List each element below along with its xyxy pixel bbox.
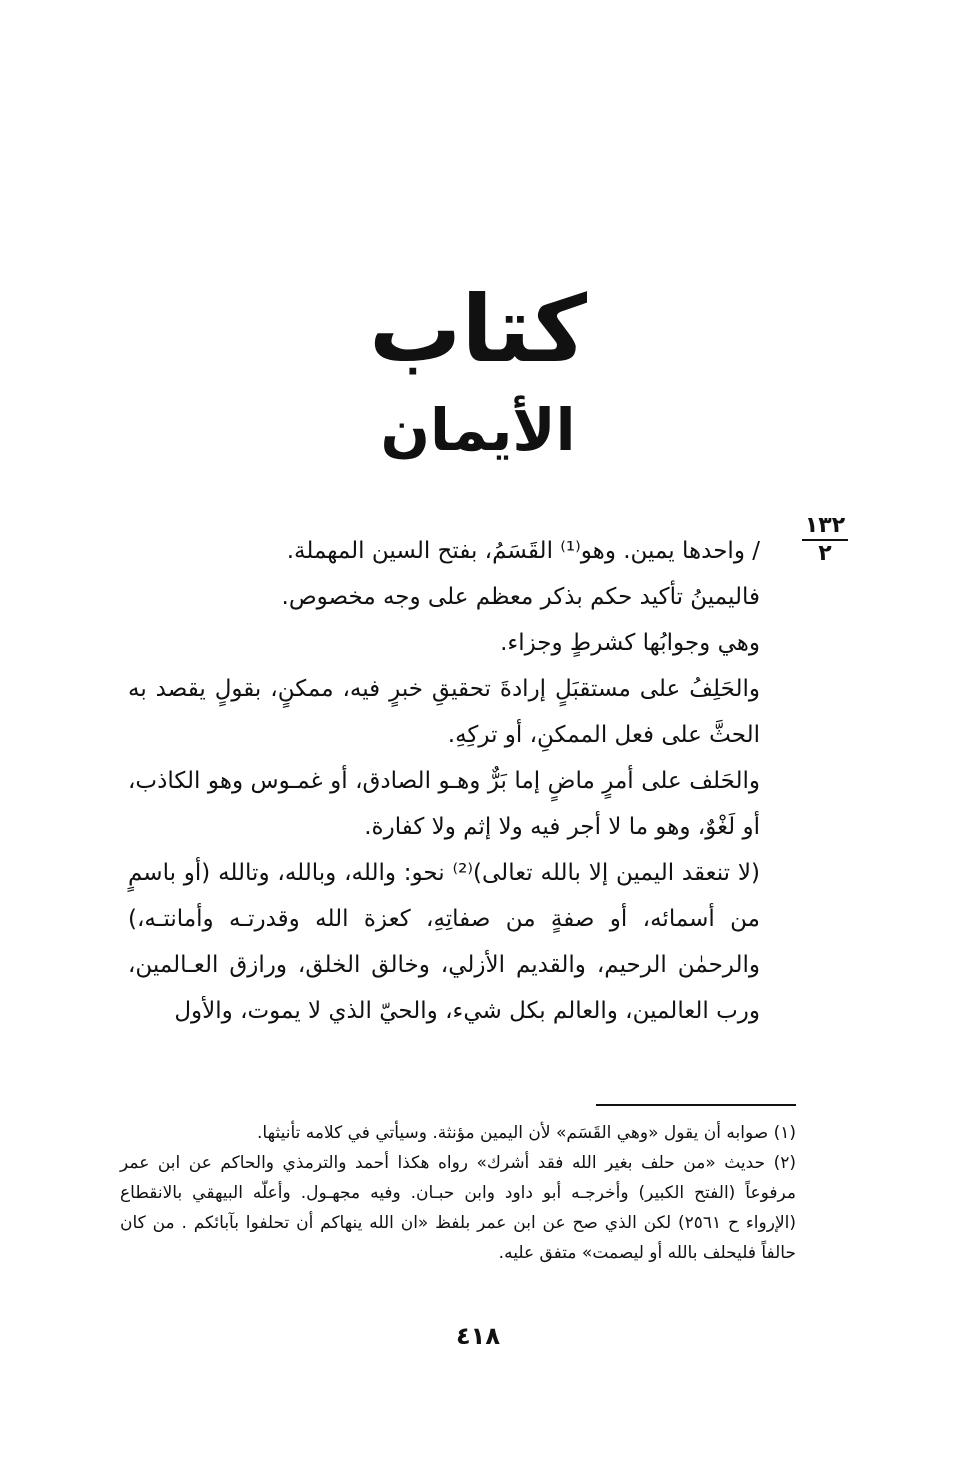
folio-number: ١٣٢ (802, 515, 848, 541)
chapter-title: كتاب (368, 276, 588, 383)
paragraph-5: والحَلف على أمرٍ ماضٍ إما بَرٌّ وهـو الصادق، أو غمـوس وهو الكاذب، أو لَغْوٌ، وهو ما لا أجر فيه ولا إثم ولا كفارة. (128, 768, 760, 840)
footnotes (120, 1118, 796, 1268)
paragraph-4: والحَلِفُ على مستقبَلٍ إرادةَ تحقيقِ خبرٍ فيه، ممكنٍ، بقولٍ يقصد به الحثَّ على فعل الممكنِ، أو تركِهِ. (128, 676, 760, 748)
footnote-separator (596, 1104, 796, 1106)
chapter-subtitle: الأيمان (380, 396, 576, 464)
footnote-2: (٢) حديث «من حلف بغير الله فقد أشرك» رواه هكذا أحمد والترمذي والحاكم عن ابن عمر مرفوعاً (الفتح الكبير) وأخرجـه أبو داود وابن حبـان. وفيه مجهـول. وأعلّه البيهقي بالانقطاع (الإرواء ح ٢٥٦١) لكن الذي صح عن ابن عمر بلفظ «ان الله ينهاكم أن تحلفوا بآبائكم . من كان حالفاً فليحلف بالله أو ليصمت» متفق عليه. (120, 1153, 797, 1263)
paragraph-6: (لا تنعقد اليمين إلا بالله تعالى)⁽²⁾ نحو: والله، وبالله، وتالله (أو باسمٍ من أسمائه، أو صفةٍ من صفاتِهِ، كعزة الله وقدرتـه وأمانتـه،) والرحمٰن الرحيم، والقديم الأزلي، وخالق الخلق، ورازق العـالمين، ورب العالمين، والعالم بكل شيء، والحيّ الذي لا يموت، والأول (128, 860, 760, 1024)
chapter-heading (0, 270, 956, 470)
page-number: ٤١٨ (456, 1322, 500, 1350)
folio-side: ٢ (818, 541, 832, 566)
paragraph-2: فاليمينُ تأكيد حكم بذكر معظم على وجه مخصوص. (281, 584, 760, 610)
paragraph-3: وهي وجوابُها كشرطٍ وجزاء. (500, 630, 760, 656)
main-text (128, 528, 796, 1034)
manuscript-folio-marker (790, 515, 860, 565)
footnote-1: (١) صوابه أن يقول «وهي القَسَم» لأن اليمين مؤنثة. وسيأتي في كلامه تأنيثها. (257, 1123, 796, 1143)
paragraph-1: / واحدها يمين. وهو⁽¹⁾ القَسَمُ، بفتح السين المهملة. (286, 538, 760, 564)
